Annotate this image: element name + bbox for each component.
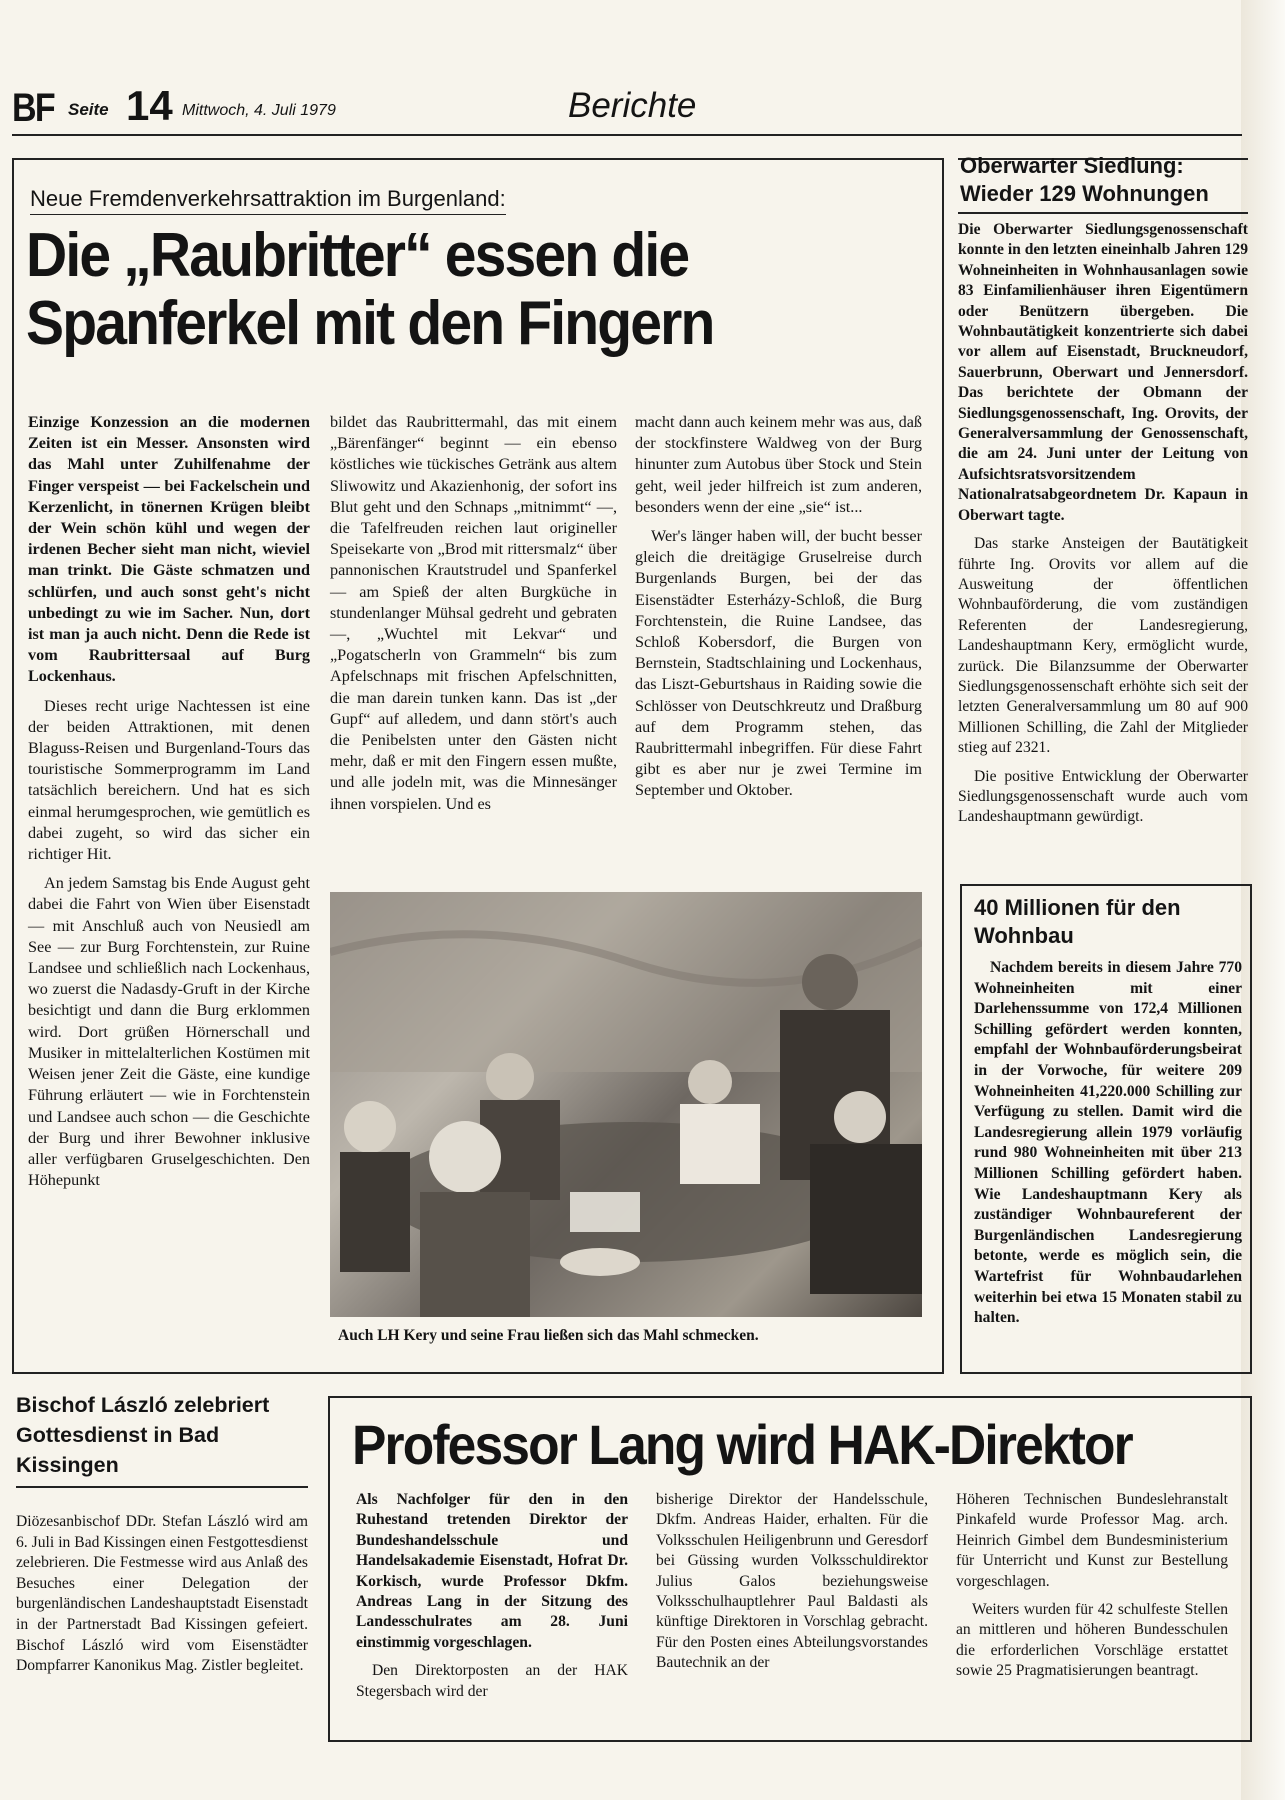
masthead xyxy=(12,78,1242,136)
lang-paragraph: bisherige Direktor der Handelsschule, Dkfm. Andreas Haider, erhalten. Für die Volksschulen Heiligenbrunn und Geresdorf bei Güssing wurden Volksschuldirektor Julius Galos beziehungsweise Volksschulhauptlehrer Paul Baldasti als künftige Direktoren in Vorschlag gebracht. Für den Posten eines Abteilungsvorstandes Bautechnik an der xyxy=(656,1491,928,1672)
lang-column-1 xyxy=(356,1490,628,1710)
article-paragraph: Dieses recht urige Nachtessen ist eine der beiden Attraktionen, mit denen Blaguss-Reisen und Burgenland-Tours das touristische Sommerprogramm im Land tatsächlich bereichern. Und hat es sich einmal herumgesprochen, wie gemütlich es dabei zugeht, so wird das sicher ein richtiger Hit. xyxy=(28,696,310,864)
divider xyxy=(16,1486,308,1488)
photo-illustration xyxy=(330,892,922,1317)
wohnbau-headline: 40 Millionen für den Wohnbau xyxy=(974,895,1181,948)
article-column-3 xyxy=(635,412,922,810)
lang-column-2 xyxy=(656,1490,928,1682)
page-number: 14 xyxy=(126,82,173,129)
article-headline: Die „Raubritter“ essen die Spanferkel mit den Fingern xyxy=(26,221,714,358)
photo-caption: Auch LH Kery und seine Frau ließen sich das Mahl schmecken. xyxy=(338,1327,759,1344)
lang-column-3 xyxy=(956,1490,1228,1690)
lang-paragraph: Weiters wurden für 42 schulfeste Stellen an mittleren und höheren Bundesschulen die erforderlichen Vorschläge erstattet sowie 25 Pragmatisierungen beantragt. xyxy=(956,1601,1228,1680)
page-label: Seite xyxy=(68,100,109,119)
siedlung-headline-line1: Oberwarter Siedlung: xyxy=(960,153,1184,178)
article-paragraph: Wer's länger haben will, der bucht besser gleich die dreitägige Gruselreise durch Burgenlands Burgen, bei der das Eisenstädter Esterházy-Schloß, die Burg Forchtenstein, die Ruine Landsee, das Schloß Kobersdorf, die Burgen von Bernstein, Stadtschlaining und Lockenhaus, das Liszt-Geburtshaus in Raiding sowie die Schlösser von Deutschkreutz und Draßburg auf dem Programm stehen, das Raubrittermahl inbegriffen. Für diese Fahrt gibt es aber nur je zwei Termine im September und Oktober. xyxy=(635,527,922,800)
bischof-paragraph: Diözesanbischof DDr. Stefan László wird am 6. Juli in Bad Kissingen einen Festgottesdienst zelebrieren. Die Festmesse wird aus Anlaß des Besuches einer Delegation der burgenländischen Landeshauptstadt Eisenstadt in der Partnerstadt Bad Kissingen gefeiert. Bischof László wird vom Eisenstädter Dompfarrer Kanonikus Mag. Zistler begleitet. xyxy=(16,1513,308,1675)
section-title: Berichte xyxy=(568,86,697,125)
article-kicker: Neue Fremdenverkehrsattraktion im Burgenland: xyxy=(30,186,506,215)
article-paragraph: bildet das Raubrittermahl, das mit einem „Bärenfänger“ beginnt — ein ebenso köstliches wie tückisches Getränk aus altem Sliwowitz und Akazienhonig, der sofort ins Blut geht und den Schnaps „mitnimmt“ —, die Tafelfreuden reichen laut origineller Speisekarte von „Brod mit rittersmalz“ über pannonischen Krautstrudel und Spanferkel — am Spieß der alten Burgküche in stundenlanger Mühsal gedreht und gebraten —, „Wuchtel mit Lekvar“ und „Pogatscherln von Grammeln“ bis zum Apfelschnaps mit frischen Apfelschnitten, die man darein tunken kann. Das ist „der Gupf“ auf alledem, und dann stört's auch die Penibelsten unter den Gästen nicht mehr, daß er mit den Fingern essen mußte, und alle jodeln mit, was die Minnesänger ihnen vorspielen. Und es xyxy=(330,413,617,813)
siedlung-body xyxy=(958,220,1248,836)
logo: BF xyxy=(12,86,54,130)
article-paragraph: An jedem Samstag bis Ende August geht dabei die Fahrt von Wien über Eisenstadt — mit Anschluß auch von Neusiedl am See — zur Burg Forchtenstein, zur Ruine Landsee und schließlich nach Lockenhaus, wo zuerst die Nadasdy-Gruft in der Kirche besichtigt und dann die Burg erklommen wird. Dort grüßen Hörnerschall und Musiker in mittelalterlichen Kostümen mit Weisen jener Zeit die Gäste, eine kundige Führung erläutert — wie in Forchtenstein und Landsee auch schon — die Geschichte der Burg und ihrer Bewohner inklusive aller verfügbaren Gruselgeschichten. Den Höhepunkt xyxy=(28,874,310,1190)
article-column-1 xyxy=(28,412,310,1199)
lang-headline: Professor Lang wird HAK-Direktor xyxy=(352,1413,1132,1476)
article-column-2 xyxy=(330,412,617,823)
article-lead: Einzige Konzession an die modernen Zeiten ist ein Messer. Ansonsten wird das Mahl unter Zuhilfenahme der Finger verspeist — bei Fackelschein und Kerzenlicht, in tönernen Krügen bleibt der Wein schön kühl und wegen der irdenen Becher sieht man nicht, wieviel man trinkt. Die Gäste schmatzen und schlürfen, und auch sonst geht's nicht unbedingt zu wie im Sacher. Nun, dort ist man ja auch nicht. Denn die Rede ist vom Raubrittersaal auf Burg Lockenhaus. xyxy=(28,413,310,686)
lang-paragraph: Höheren Technischen Bundeslehranstalt Pinkafeld wurde Professor Mag. arch. Heinrich Gimbel dem Bundesministerium für Unterricht und Kunst zur Bestellung vorgeschlagen. xyxy=(956,1491,1228,1590)
lang-lead: Als Nachfolger für den in den Ruhestand tretenden Direktor der Bundeshandelsschule und Handelsakademie Eisenstadt, Hofrat Dr. Korkisch, wurde Professor Dkfm. Andreas Lang in der Sitzung des Landesschulrates am 28. Juni einstimmig vorgeschlagen. xyxy=(356,1491,628,1651)
bischof-body xyxy=(16,1512,308,1685)
wohnbau-paragraph: Nachdem bereits in diesem Jahre 770 Wohneinheiten mit einer Darlehenssumme von 172,4 Millionen Schilling gefördert werden konnten, empfahl der Wohnbauförderungsbeirat in der Vorwoche, für weitere 209 Wohneinheiten 41,220.000 Schilling zur Verfügung zu stellen. Damit wird die Landesregierung allein 1979 vorläufig rund 980 Wohneinheiten mit über 213 Millionen Schilling gefördert haben. Wie Landeshauptmann Kery als zuständiger Wohnbaureferent der Burgenländischen Landesregierung betonte, werde es möglich sein, die Wartefrist für Wohnbaudarlehen weiterhin bei etwa 15 Monaten stabil zu halten. xyxy=(974,959,1242,1327)
siedlung-paragraph: Die positive Entwicklung der Oberwarter Siedlungsgenossenschaft wurde auch vom Landeshauptmann gewürdigt. xyxy=(958,767,1248,826)
issue-date: Mittwoch, 4. Juli 1979 xyxy=(182,102,336,119)
divider xyxy=(958,212,1248,214)
article-photo xyxy=(330,892,922,1317)
siedlung-paragraph: Das starke Ansteigen der Bautätigkeit führte Ing. Orovits vor allem auf die Ausweitung der öffentlichen Wohnbauförderung, die vom zuständigen Referenten der Landesregierung, Landeshauptmann Kery, ermöglicht wurde, zurück. Die Bilanzsumme der Oberwarter Siedlungsgenossenschaft erhöhte sich seit der letzten Generalversammlung um 80 auf 900 Millionen Schilling, die Zahl der Mitglieder stieg auf 2321. xyxy=(958,535,1248,757)
wohnbau-body xyxy=(974,958,1242,1337)
lang-paragraph: Den Direktorposten an der HAK Stegersbach wird der xyxy=(356,1662,628,1700)
siedlung-headline-line2: Wieder 129 Wohnungen xyxy=(960,181,1209,206)
bischof-headline: Bischof László zelebriert Gottesdienst in Bad Kissingen xyxy=(16,1393,270,1477)
article-paragraph: macht dann auch keinem mehr was aus, daß der stockfinstere Waldweg von der Burg hinunter zum Autobus über Stock und Stein geht, weil jeder hilfreich ist zum anderen, besonders wenn der eine „sie“ ist... xyxy=(635,413,922,516)
siedlung-headline xyxy=(960,152,1250,208)
siedlung-lead: Die Oberwarter Siedlungsgenossenschaft konnte in den letzten eineinhalb Jahren 129 Wohneinheiten in Wohnhausanlagen sowie 83 Einfamilienhäuser ihren Eigentümern oder Benützern übergeben. Die Wohnbautätigkeit konzentrierte sich dabei vor allem auf Eisenstadt, Bruckneudorf, Sauerbrunn, Oberwart und Jennersdorf. Das berichtete der Obmann der Siedlungsgenossenschaft, Ing. Orovits, der Generalversammlung der Genossenschaft, die am 24. Juni unter der Leitung von Aufsichtsratsvorsitzendem Nationalratsabgeordnetem Dr. Kapaun in Oberwart tagte. xyxy=(958,221,1248,524)
